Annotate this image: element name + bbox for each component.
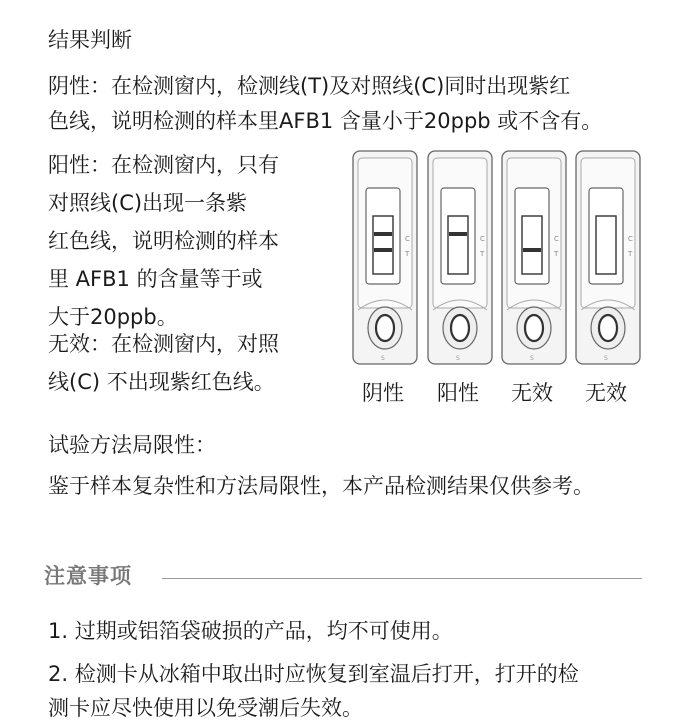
- positive-result-line: 对照线(C)出现一条紫: [48, 191, 248, 215]
- positive-result-block: [48, 146, 279, 336]
- c-mark: C: [628, 235, 633, 243]
- test-strip: [522, 216, 542, 274]
- test-line: [374, 248, 392, 252]
- sample-well-inner: [451, 315, 469, 341]
- s-mark: S: [456, 355, 460, 362]
- test-strip: [448, 216, 468, 274]
- test-strip: [373, 216, 393, 274]
- test-card: [427, 150, 493, 366]
- sample-well-inner: [376, 315, 394, 341]
- invalid-result-block: [48, 325, 279, 401]
- test-card: [575, 150, 641, 366]
- invalid-result-line: 线(C) 不出现紫红色线。: [48, 370, 275, 394]
- sample-well-inner: [525, 315, 543, 341]
- test-strip: [596, 216, 616, 274]
- t-mark: T: [480, 250, 485, 258]
- notes-divider: [162, 578, 642, 579]
- c-mark: C: [554, 235, 559, 243]
- negative-result-line-1: 阴性：在检测窗内，检测线(T)及对照线(C)同时出现紫红: [48, 74, 571, 98]
- test-line: [523, 248, 541, 252]
- c-mark: C: [480, 235, 485, 243]
- control-line: [374, 232, 392, 236]
- test-card: [352, 150, 418, 366]
- note-item: 1. 过期或铝箔袋破损的产品，均不可使用。: [48, 619, 453, 643]
- limitations-title: 试验方法局限性：: [48, 433, 216, 457]
- note-item: 2. 检测卡从冰箱中取出时应恢复到室温后打开，打开的检: [48, 662, 579, 686]
- positive-result-line: 大于20ppb。: [48, 305, 178, 329]
- test-card-illustration: [352, 150, 642, 370]
- s-mark: S: [530, 355, 534, 362]
- section-title: 结果判断: [48, 28, 132, 52]
- t-mark: T: [554, 250, 559, 258]
- c-mark: C: [405, 235, 410, 243]
- invalid-result-line: 无效：在检测窗内，对照: [48, 332, 279, 356]
- t-mark: T: [405, 250, 410, 258]
- card-label: 阴性: [362, 381, 404, 405]
- notes-title: 注意事项: [44, 564, 132, 588]
- control-line: [449, 232, 467, 236]
- card-label: 无效: [511, 381, 553, 405]
- s-mark: S: [381, 355, 385, 362]
- limitations-text: 鉴于样本复杂性和方法局限性，本产品检测结果仅供参考。: [48, 474, 594, 498]
- positive-result-line: 里 AFB1 的含量等于或: [48, 267, 263, 291]
- notes-header: [44, 558, 642, 594]
- positive-result-line: 红色线，说明检测的样本: [48, 229, 279, 253]
- s-mark: S: [604, 355, 608, 362]
- negative-result-line-2: 色线，说明检测的样本里AFB1 含量小于20ppb 或不含有。: [48, 109, 603, 133]
- card-label: 阳性: [437, 381, 479, 405]
- positive-result-line: 阳性：在检测窗内，只有: [48, 153, 279, 177]
- note-item-continued: 测卡应尽快使用以免受潮后失效。: [48, 696, 363, 720]
- test-card: [501, 150, 567, 366]
- card-label: 无效: [585, 381, 627, 405]
- t-mark: T: [628, 250, 633, 258]
- sample-well-inner: [599, 315, 617, 341]
